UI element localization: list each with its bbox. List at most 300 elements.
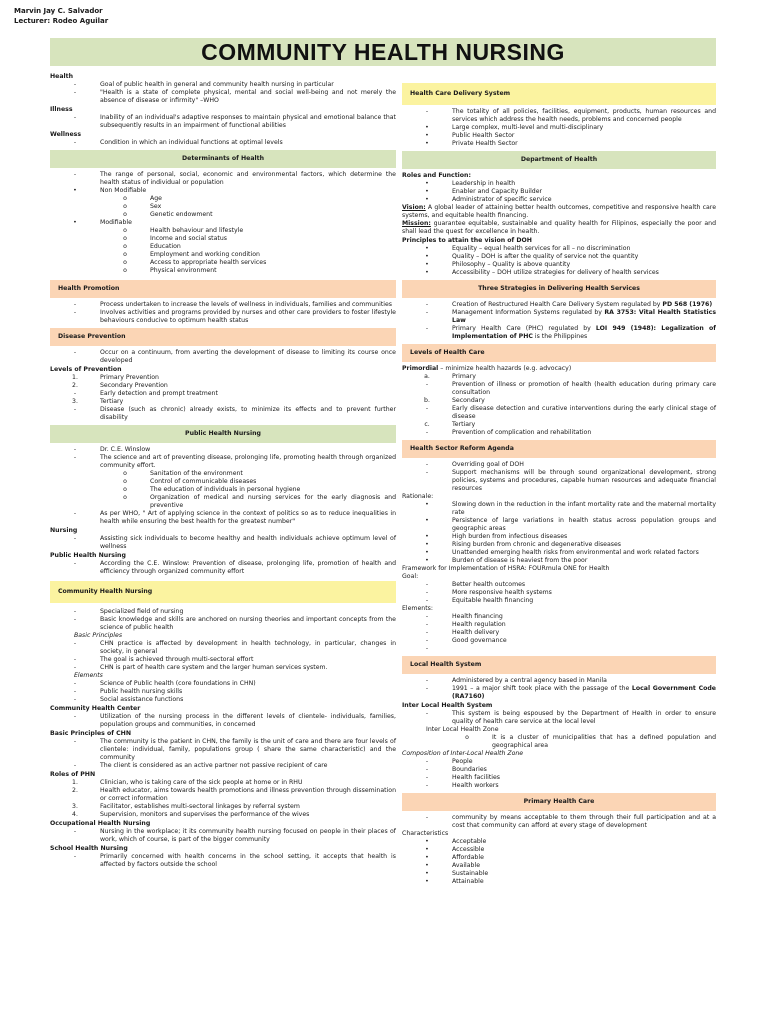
list-item [50,406,396,422]
list-item-text: Accessibility – DOH utilize strategies for delivery of health services [452,269,659,276]
bullet-marker: - [425,381,429,388]
list-item-text: Basic knowledge and skills are anchored on nursing theories and important concepts from the science of public health [100,616,396,631]
list-item [402,309,716,325]
list-item [50,235,396,243]
list-item [50,382,396,390]
bullet-marker: - [425,637,429,644]
list-item-text: Access to appropriate health services [150,259,267,266]
bullet-marker: • [425,245,429,252]
bullet-marker: • [425,140,429,147]
list-item [50,811,396,819]
bullet-marker: • [425,517,429,524]
list-item-text: Control of communicable diseases [150,478,257,485]
bullet-marker: - [73,828,77,835]
list-item [402,734,716,750]
list-item [50,114,396,130]
list-item [50,259,396,267]
list-item-text: Private Health Sector [452,140,518,147]
bullet-marker: o [123,227,127,234]
bullet-marker: b. [424,397,430,404]
bullet-marker: o [123,251,127,258]
label-characteristics: Characteristics [402,830,449,837]
list-item [50,494,396,510]
list-item [402,533,716,541]
bullet-marker: - [425,108,429,115]
list-item [402,878,716,886]
list-item [50,640,396,656]
list-item [402,373,716,381]
bullet-marker: - [425,429,429,436]
list-item-text: Accessible [452,846,485,853]
bullet-marker: - [425,597,429,604]
bullet-marker: • [425,269,429,276]
list-item [402,838,716,846]
bullet-marker: • [425,501,429,508]
list-item [402,381,716,397]
list-item-text: Quality – DOH is after the quality of service not the quantity [452,253,639,260]
list-item-text: Equitable health financing [452,597,534,604]
list-item [50,195,396,203]
list-item [50,349,396,365]
bullet-marker: o [123,243,127,250]
band-health-care-delivery: Health Care Delivery System [402,83,716,105]
list-item [402,405,716,421]
bullet-marker: • [425,846,429,853]
list-item-text: People [452,758,473,765]
list-item-text: Science of Public health (core foundations in CHN) [100,680,256,687]
vision-text: A global leader of attaining better health outcomes, competitive and responsive health care systems, and equitable health financing. [402,204,716,219]
list-item-text: The community is the patient in CHN, the family is the unit of care and there are four levels of clientele: individual, family, populations group ( share the same characteristic) and the community [100,738,396,761]
bullet-marker: - [73,446,77,453]
list-item-text: "Health is a state of complete physical, mental and social well-being and not merely the absence of disease or infirmity" –WHO [100,89,396,104]
list-item-text: Goal of public health in general and community health nursing in particular [100,81,334,88]
term-school-health: School Health Nursing [50,845,128,852]
list-item-text: Employment and working condition [150,251,260,258]
band-health-sector-reform: Health Sector Reform Agenda [402,440,716,458]
bullet-marker: - [425,405,429,412]
mission-label: Mission: [402,220,431,227]
bullet-marker: - [73,406,77,413]
list-item-text: Sanitation of the environment [150,470,243,477]
list-item [402,325,716,341]
bullet-marker: • [425,196,429,203]
bullet-marker: 1. [72,374,78,381]
list-item [50,243,396,251]
list-item-text: Affordable [452,854,484,861]
bullet-marker: - [73,535,77,542]
bullet-marker: - [425,461,429,468]
bullet-marker: • [425,124,429,131]
list-item [50,560,396,576]
bullet-marker: - [425,581,429,588]
primordial-label: Primordial [402,365,439,372]
bullet-marker: - [73,640,77,647]
list-item [50,89,396,105]
list-item-text: According the C.E. Winslow: Prevention of disease, prolonging life, promotion of health and efficiency through organized community effort [100,560,396,575]
list-item [50,608,396,616]
list-item-text: Enabler and Capacity Builder [452,188,543,195]
band-community-health-nursing: Community Health Nursing [50,581,396,603]
bullet-marker: - [425,814,429,821]
bullet-marker: o [123,235,127,242]
bullet-marker: • [425,549,429,556]
bullet-marker: 4. [72,811,78,818]
bullet-marker: - [73,114,77,121]
list-item-text: Administrator of specific service [452,196,552,203]
list-item [50,187,396,195]
list-item-text [452,309,716,325]
bullet-marker: 3. [72,398,78,405]
list-item [50,779,396,787]
strategy-text: Primary Health Care (PHC) regulated by [452,325,596,332]
list-item-text: Involves activities and programs provided by nurses and other care providers to foster lifestyle behaviours conducive to optimum health status [100,309,396,324]
list-item [402,846,716,854]
list-item [402,549,716,557]
bullet-marker: - [425,589,429,596]
list-item-text: Social assistance functions [100,696,184,703]
bullet-marker: - [73,608,77,615]
list-item-text: Slowing down in the reduction in the infant mortality rate and the maternal mortality rate [452,501,716,516]
bullet-marker: - [425,301,429,308]
list-item [402,782,716,790]
list-item [402,557,716,565]
bullet-marker: - [73,853,77,860]
strategy-text: Creation of Restructured Health Care Delivery System regulated by [452,301,663,308]
list-item-text: Public Health Sector [452,132,515,139]
bullet-marker: o [465,734,469,741]
list-item [402,597,716,605]
bullet-marker: - [425,758,429,765]
list-item [402,541,716,549]
bullet-marker: o [123,267,127,274]
term-occupational-health: Occupational Health Nursing [50,820,151,827]
list-item-text: Sustainable [452,870,489,877]
list-item [402,132,716,140]
list-item [402,397,716,405]
list-item [50,828,396,844]
bullet-marker: 1. [72,779,78,786]
list-item-text: Unattended emerging health risks from environmental and work related factors [452,549,699,556]
band-determinants: Determinants of Health [50,150,396,168]
list-item [402,710,716,726]
list-item [50,301,396,309]
bullet-marker: a. [424,373,430,380]
list-item-text: Assisting sick individuals to become healthy and health individuals achieve optimum level of wellness [100,535,396,550]
list-item-text: High burden from infectious diseases [452,533,568,540]
bullet-marker: • [425,180,429,187]
band-disease-prevention: Disease Prevention [50,328,396,346]
band-public-health-nursing: Public Health Nursing [50,425,396,443]
list-item-text: Boundaries [452,766,487,773]
list-item-text: Attainable [452,878,484,885]
bullet-marker: • [425,838,429,845]
list-item [50,510,396,526]
bullet-marker: - [73,696,77,703]
list-item-text: Health regulation [452,621,506,628]
strategy-law: PD 568 (1976) [662,301,713,308]
list-item-text: Education [150,243,181,250]
list-item [50,211,396,219]
list-item-text: Prevention of illness or promotion of health (health education during primary care consultation [452,381,716,396]
bullet-marker: - [73,81,77,88]
bullet-marker: - [73,664,77,671]
list-item-text: Nursing in the workplace; it its community health nursing focused on people in their places of work, which of course, is part of the bigger community [100,828,396,843]
list-item [402,196,716,204]
bullet-marker: - [73,139,77,146]
list-item [402,124,716,132]
strategy-text-tail: is the Philippines [532,333,588,340]
list-item-text: Support mechanisms will be through sound organizational development, strong policies, systems and procedures, capable human resources and adequate financial resources [452,469,716,492]
label-inter-local-zone: Inter Local Health Zone [426,726,499,733]
term-basic-principles-chn: Basic Principles of CHN [50,730,131,737]
list-item [50,251,396,259]
bullet-marker: • [425,541,429,548]
list-item [50,171,396,187]
bullet-marker: - [425,677,429,684]
primordial-line [402,365,716,373]
bullet-marker: - [425,621,429,628]
bullet-marker: - [73,309,77,316]
bullet-marker: o [123,259,127,266]
bullet-marker: o [123,211,127,218]
list-item-text: Better health outcomes [452,581,526,588]
list-item-text: Disease (such as chronic) already exists, to minimize its effects and to prevent further disability [100,406,396,421]
list-item [402,301,716,309]
list-item-text: The range of personal, social, economic and environmental factors, which determine the health status of individual or population [100,171,396,186]
bullet-marker: - [73,738,77,745]
list-item-text: Health financing [452,613,503,620]
list-item [402,245,716,253]
list-item-text: Age [150,195,162,202]
list-item-text: Modifiable [100,219,132,226]
list-item-text: Health behaviour and lifestyle [150,227,244,234]
list-item-text: Primarily concerned with health concerns in the school setting, it accepts that health is affected by factors outside the school [100,853,396,868]
list-item-text: Specialized field of nursing [100,608,184,615]
bullet-marker: o [123,195,127,202]
list-item-text: Secondary Prevention [100,382,168,389]
list-item-text: As per WHO, " Art of applying science in the context of politics so as to reduce inequalities in health while ensuring the best health for the greatest number" [100,510,396,525]
bullet-marker: - [73,301,77,308]
list-item [50,470,396,478]
bullet-marker: - [425,774,429,781]
bullet-marker: - [425,469,429,476]
list-item [402,758,716,766]
list-item-text: Burden of disease is heaviest from the poor [452,557,588,564]
list-item-text: Public health nursing skills [100,688,183,695]
label-elements: Elements [74,672,103,679]
list-item [50,309,396,325]
band-department-of-health: Department of Health [402,151,716,169]
term-principles: Principles to attain the vision of DOH [402,237,532,244]
bullet-marker: - [73,616,77,623]
list-item-text: Tertiary [452,421,476,428]
list-item-text: Equality – equal health services for all – no discrimination [452,245,631,252]
list-item-text: Available [452,862,481,869]
list-item-text: Utilization of the nursing process in the different levels of clientele- individuals, families, population groups and communities, in concerned [100,713,396,728]
list-item-text: Early detection and prompt treatment [100,390,218,397]
bullet-marker: 2. [72,787,78,794]
bullet-marker: - [73,762,77,769]
bullet-marker: 3. [72,803,78,810]
list-item [402,517,716,533]
list-item [50,398,396,406]
list-item-text: It is a cluster of municipalities that has a defined population and geographical area [492,734,716,749]
bullet-marker: • [425,878,429,885]
mission-text: guarantee equitable, sustainable and quality health for Filipinos, especially the poor and shall lead the quest for excellence in health. [402,220,716,235]
list-item [402,269,716,277]
label-rationale: Rationale: [402,493,434,500]
bullet-marker: • [73,187,77,194]
list-item [402,253,716,261]
bullet-marker: o [123,470,127,477]
bullet-marker: - [73,390,77,397]
term-health: Health [50,73,74,80]
bullet-marker: - [425,782,429,789]
list-item [402,629,716,637]
right-column [402,80,716,886]
bullet-marker: - [425,629,429,636]
list-item [50,616,396,632]
label-goal: Goal: [402,573,419,580]
list-item [402,613,716,621]
lhs-text: 1991 – a major shift took place with the passage of the [452,685,632,692]
list-item-text [452,685,716,701]
list-item-text: Administered by a central agency based in Manila [452,677,607,684]
list-item-text: Condition in which an individual functions at optimal levels [100,139,283,146]
band-primary-health-care: Primary Health Care [402,793,716,811]
bullet-marker: • [425,854,429,861]
vision-label: Vision: [402,204,426,211]
list-item-text: Rising burden from chronic and degenerative diseases [452,541,622,548]
band-levels-of-health-care: Levels of Health Care [402,344,716,362]
list-item-text: Primary Prevention [100,374,159,381]
bullet-marker: - [73,510,77,517]
list-item-text: Health workers [452,782,499,789]
term-roles-function: Roles and Function: [402,172,471,179]
list-item [50,267,396,275]
vision-statement [402,204,716,220]
strategy-law: LOI 949 (1948): Legalization of Implementation of PHC [452,325,716,340]
list-item-text: Secondary [452,397,485,404]
list-item [402,429,716,437]
list-item-text: The education of individuals in personal hygiene [150,486,301,493]
left-column [50,72,396,869]
list-item-text: Supervision, monitors and supervises the performance of the wives [100,811,310,818]
term-roles-of-phn: Roles of PHN [50,771,96,778]
list-item-text: Genetic endowment [150,211,213,218]
bullet-marker: - [425,710,429,717]
list-item [50,535,396,551]
list-item [402,501,716,517]
label-basic-principles: Basic Principles [74,632,123,639]
list-item-text: Health delivery [452,629,500,636]
list-item-text: Non Modifiable [100,187,147,194]
list-item-text: CHN practice is affected by development in health technology, in particular, changes in society, in general [100,640,396,655]
bullet-marker: - [425,685,429,692]
list-item [402,581,716,589]
band-local-health-system: Local Health System [402,656,716,674]
list-item [402,645,716,653]
list-item [402,637,716,645]
label-elements: Elements: [402,605,433,612]
list-item [402,421,716,429]
bullet-marker: • [425,862,429,869]
term-community-health-center: Community Health Center [50,705,141,712]
list-item-text: Acceptable [452,838,487,845]
list-item [402,677,716,685]
bullet-marker: • [425,132,429,139]
list-item-text: Sex [150,203,162,210]
title-banner [50,38,716,66]
list-item-text: The science and art of preventing disease, prolonging life, promoting health through organized community effort. [100,454,396,469]
list-item [402,140,716,148]
band-three-strategies: Three Strategies in Delivering Health Services [402,280,716,298]
list-item-text: The goal is achieved through multi-sectoral effort [100,656,254,663]
label-composition: Composition of Inter-Local Health Zone [402,750,524,757]
list-item [50,478,396,486]
list-item [50,374,396,382]
list-item [50,486,396,494]
list-item [402,774,716,782]
bullet-marker: • [425,557,429,564]
list-item [402,261,716,269]
list-item [50,203,396,211]
list-item-text [452,645,716,653]
list-item [50,762,396,770]
mission-statement [402,220,716,236]
band-health-promotion: Health Promotion [50,280,396,298]
list-item-text: Physical environment [150,267,217,274]
list-item-text: Good governance [452,637,507,644]
bullet-marker: o [123,478,127,485]
author-block [14,6,108,26]
primordial-text: – minimize health hazards (e.g. advocacy) [438,365,572,372]
list-item-text: CHN is part of health care system and the larger human services system. [100,664,328,671]
bullet-marker: - [425,309,429,316]
list-item [50,139,396,147]
list-item [50,738,396,762]
term-wellness: Wellness [50,131,82,138]
list-item-text: Clinician, who is taking care of the sick people at home or in RHU [100,779,303,786]
list-item-text: Process undertaken to increase the levels of wellness in individuals, families and communities [100,301,392,308]
bullet-marker: o [123,203,127,210]
strategy-law: RA 3753: Vital Health Statistics Law [452,309,716,324]
bullet-marker: 2. [72,382,78,389]
list-item-text: community by means acceptable to them through their full participation and at a cost that community can afford at every stage of development [452,814,716,829]
bullet-marker: - [73,713,77,720]
list-item-text: Tertiary [100,398,124,405]
list-item-text [452,301,716,309]
bullet-marker: - [73,454,77,461]
list-item [402,685,716,701]
list-item-text: Early disease detection and curative interventions during the early clinical stage of disease [452,405,716,420]
list-item [50,390,396,398]
bullet-marker: - [73,171,77,178]
list-item [50,227,396,235]
list-item [402,854,716,862]
label-framework: Framework for Implementation of HSRA: FOURmula ONE for Health [402,565,610,572]
list-item [402,814,716,830]
bullet-marker: • [73,219,77,226]
list-item [50,803,396,811]
list-item [50,853,396,869]
list-item [50,219,396,227]
bullet-marker: o [123,494,127,501]
term-levels-of-prevention: Levels of Prevention [50,366,122,373]
list-item-text: Income and social status [150,235,227,242]
bullet-marker: • [425,253,429,260]
term-nursing: Nursing [50,527,78,534]
